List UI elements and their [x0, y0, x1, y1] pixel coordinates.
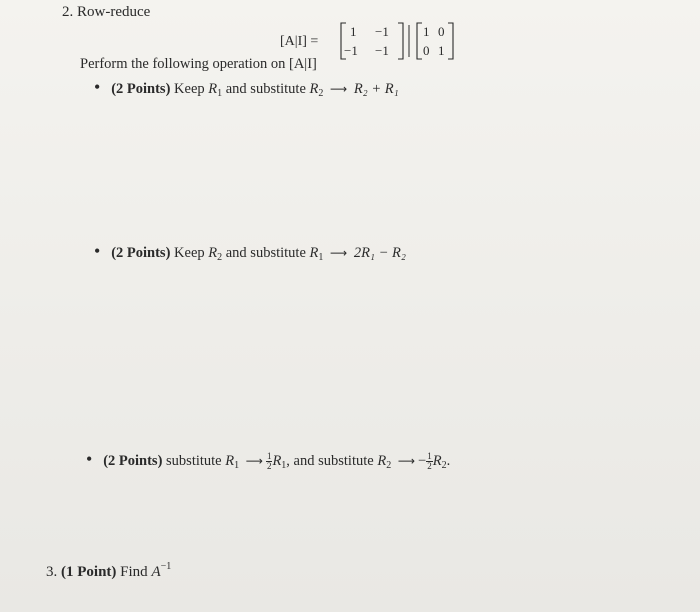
- row-expression: R₂ + R₁: [353, 81, 399, 97]
- bullet-text: , and substitute: [286, 453, 374, 469]
- row-symbol: R: [309, 245, 319, 261]
- long-right-arrow-icon: ⟶: [397, 454, 416, 468]
- bullet-item-3: [86, 449, 451, 471]
- question-title: Row-reduce: [77, 4, 151, 20]
- row-subscript: 2: [318, 88, 324, 99]
- fraction-numerator: 1: [266, 451, 272, 461]
- long-right-arrow-icon: ⟶: [330, 246, 348, 260]
- row-subscript: 1: [217, 88, 223, 99]
- fraction-denominator: 2: [266, 461, 272, 471]
- points-label: (2 Points): [111, 245, 171, 261]
- bullet-dot: •: [94, 241, 101, 261]
- points-label: (2 Points): [111, 81, 171, 97]
- row-symbol: R: [309, 81, 319, 97]
- question-number: 2.: [62, 4, 74, 20]
- row-subscript: 1: [318, 252, 324, 263]
- row-symbol: R: [225, 453, 235, 469]
- question-3: [46, 561, 171, 581]
- fraction-denominator: 2: [427, 461, 432, 471]
- instruction-text: Perform the following operation on [A|I]: [80, 56, 317, 72]
- row-subscript: 2: [386, 460, 392, 471]
- bullet-text: and substitute: [225, 81, 306, 97]
- matrix-cell: −1: [375, 43, 389, 58]
- matrix-variable: A: [151, 564, 161, 580]
- question-text: Find: [120, 564, 148, 580]
- inverse-exponent: −1: [160, 561, 172, 572]
- row-symbol: R: [377, 453, 387, 469]
- bullet-dot: •: [86, 449, 93, 469]
- bullet-text: and substitute: [225, 245, 306, 261]
- bracket-right: [448, 23, 453, 59]
- question-number: 3.: [46, 564, 58, 580]
- points-label: (2 Points): [103, 453, 163, 469]
- row-subscript: 1: [234, 460, 240, 471]
- bullet-text: Keep: [174, 245, 205, 261]
- points-label: (1 Point): [61, 564, 117, 580]
- matrix-cell: 1: [438, 43, 445, 58]
- matrix-cell: −1: [344, 43, 358, 58]
- question-2-heading: [62, 4, 150, 21]
- row-symbol: R: [208, 245, 218, 261]
- row-symbol: R: [432, 453, 442, 469]
- bracket-left: [417, 23, 422, 59]
- row-subscript: 2: [217, 252, 223, 263]
- matrix-cell: −1: [375, 24, 389, 39]
- sentence-end: .: [446, 453, 451, 469]
- row-expression: 2R₁ − R₂: [353, 245, 406, 261]
- row-subscript: 1: [281, 460, 287, 471]
- bullet-text: Keep: [174, 81, 205, 97]
- matrix-cell: 0: [438, 24, 445, 39]
- long-right-arrow-icon: ⟶: [245, 454, 263, 468]
- row-subscript: 2: [441, 460, 447, 471]
- bullet-text: substitute: [166, 453, 222, 469]
- row-symbol: R: [272, 453, 282, 469]
- bullet-item-1: [94, 77, 399, 99]
- fraction-numerator: 1: [427, 451, 432, 461]
- matrix-cell: 0: [423, 43, 430, 58]
- bullet-item-2: [94, 241, 406, 263]
- matrix-cell: 1: [423, 24, 430, 39]
- row-symbol: R: [208, 81, 218, 97]
- bracket-right: [398, 23, 403, 59]
- bullet-dot: •: [94, 77, 101, 97]
- matrix-lhs: [A|I] =: [280, 34, 319, 49]
- long-right-arrow-icon: ⟶: [330, 82, 348, 96]
- matrix-cell: 1: [350, 24, 357, 39]
- minus-sign: −: [418, 453, 427, 469]
